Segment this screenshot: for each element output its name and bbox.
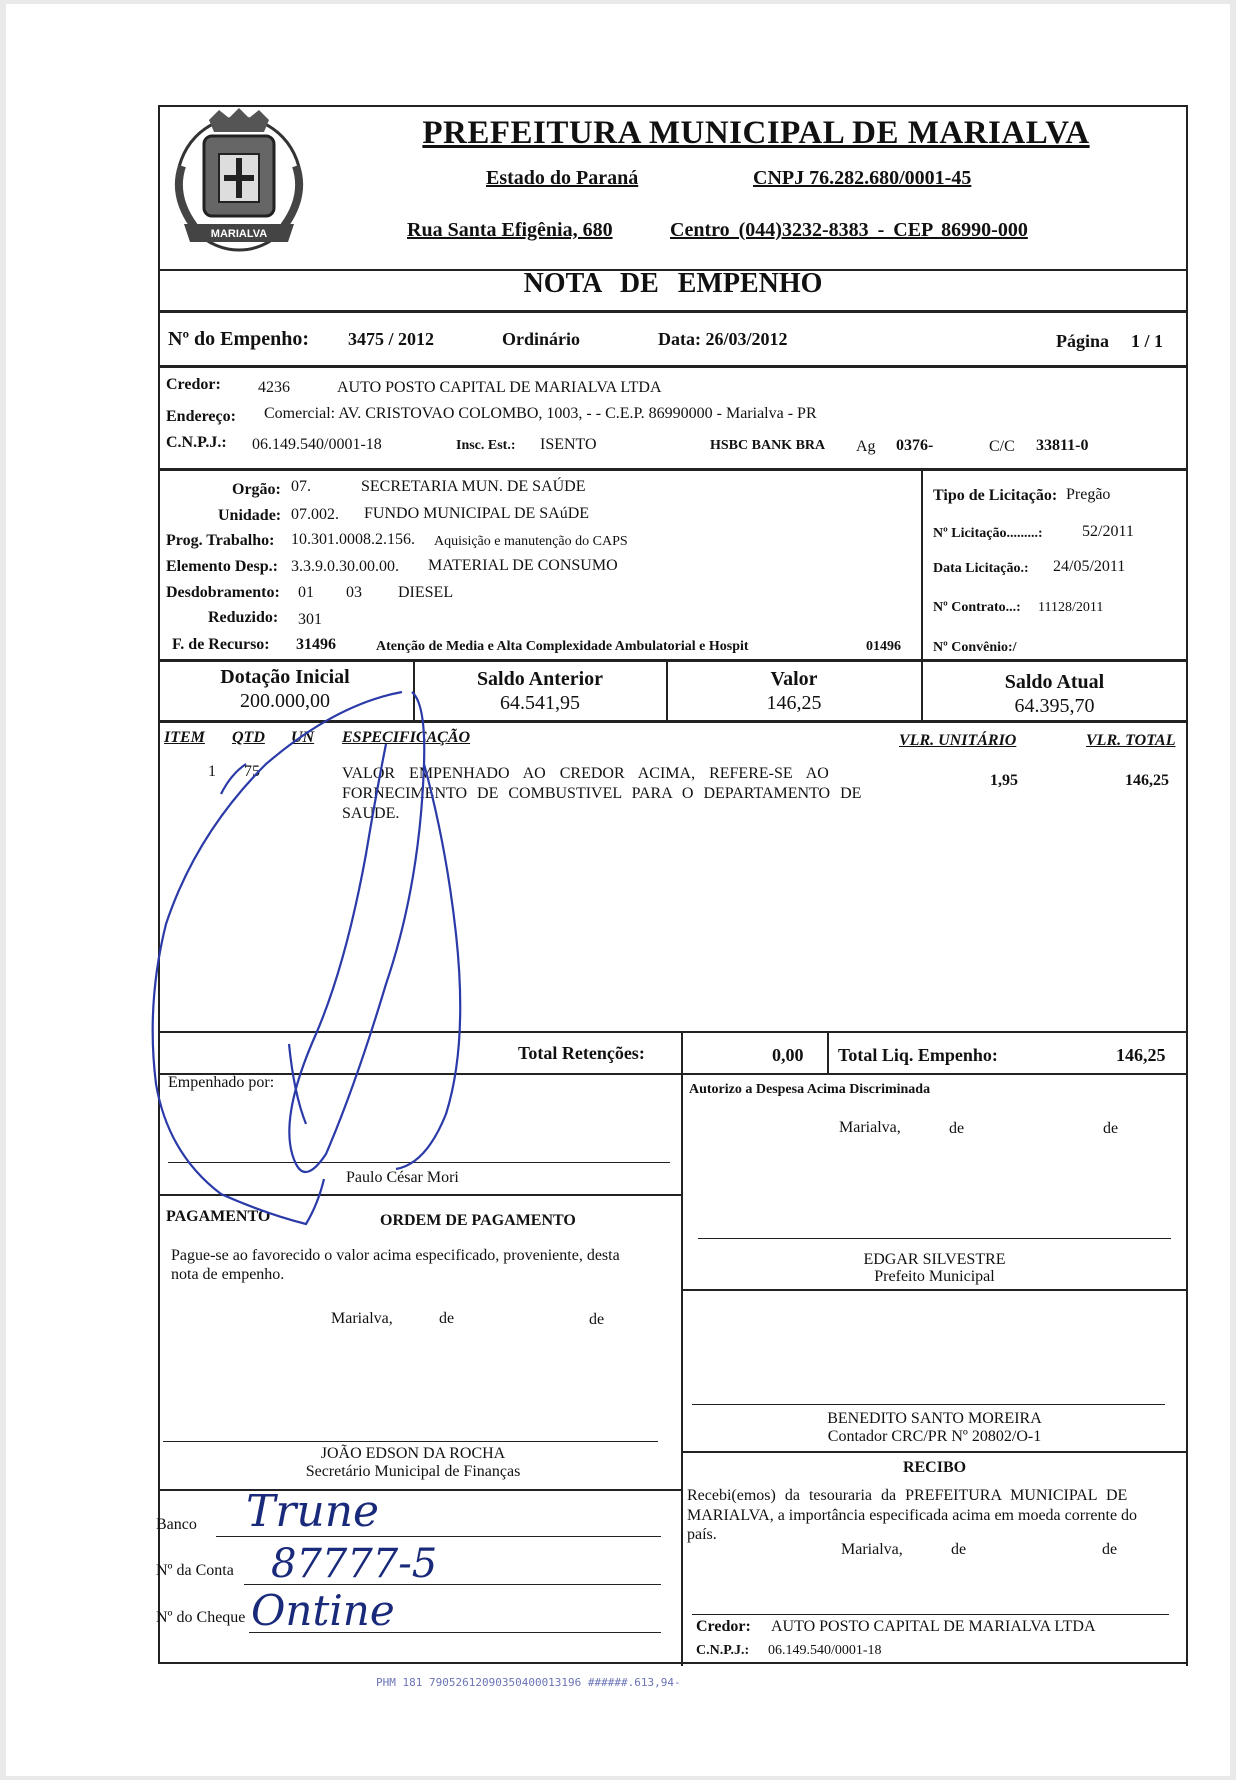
item-unit-value: 1,95 bbox=[990, 772, 1018, 789]
ink-signature bbox=[6, 4, 1230, 1776]
saldo-atual-value: 64.395,70 bbox=[1014, 695, 1095, 717]
dotacao-inicial-label: Dotação Inicial bbox=[220, 666, 350, 688]
prog-label: Prog. Trabalho: bbox=[166, 532, 275, 549]
page-number: 1 / 1 bbox=[1131, 331, 1164, 351]
ordem-pagamento-label: ORDEM DE PAGAMENTO bbox=[380, 1212, 576, 1229]
municipality-title: PREFEITURA MUNICIPAL DE MARIALVA bbox=[422, 115, 1090, 151]
reduzido-label: Reduzido: bbox=[208, 609, 279, 626]
saldo-anterior-label: Saldo Anterior bbox=[476, 668, 604, 690]
elemento-name: MATERIAL DE CONSUMO bbox=[428, 557, 618, 574]
conta-label: Nº da Conta bbox=[156, 1562, 234, 1579]
state-name: Estado do Paraná bbox=[486, 167, 639, 189]
banco-label: Banco bbox=[156, 1516, 197, 1533]
credor-code: 4236 bbox=[258, 379, 290, 396]
account-number: 33811-0 bbox=[1036, 437, 1089, 454]
cheque-label: Nº do Cheque bbox=[156, 1609, 246, 1626]
page-label: Página bbox=[1056, 331, 1110, 351]
contact-info: Centro (044)3232-8383 - CEP 86990-000 bbox=[670, 219, 1028, 241]
credor-name: AUTO POSTO CAPITAL DE MARIALVA LTDA bbox=[337, 379, 662, 396]
pagamento-local: Marialva, bbox=[331, 1310, 393, 1327]
liquido-label: Total Liq. Empenho: bbox=[838, 1045, 998, 1065]
recibo-de-2: de bbox=[1102, 1541, 1118, 1558]
elemento-code: 3.3.9.0.30.00.00. bbox=[291, 558, 399, 575]
prefeito-name: EDGAR SILVESTRE bbox=[863, 1251, 1006, 1268]
item-total-value: 146,25 bbox=[1125, 772, 1169, 789]
elemento-label: Elemento Desp.: bbox=[166, 558, 278, 575]
dotacao-inicial-value: 200.000,00 bbox=[240, 690, 330, 712]
licitacao-type: Pregão bbox=[1066, 486, 1111, 503]
saldo-atual-label: Saldo Atual bbox=[1004, 671, 1105, 693]
recibo-text-3: país. bbox=[687, 1526, 717, 1543]
orgao-code: 07. bbox=[291, 478, 311, 495]
conta-value: 87777-5 bbox=[271, 1541, 438, 1587]
cnpj-label: C.N.P.J.: bbox=[166, 434, 227, 451]
document-page bbox=[6, 4, 1230, 1776]
unidade-code: 07.002. bbox=[291, 506, 339, 523]
credor-label: Credor: bbox=[166, 376, 221, 393]
recibo-cnpj: 06.149.540/0001-18 bbox=[768, 1643, 882, 1658]
empenho-date: Data: 26/03/2012 bbox=[658, 329, 788, 349]
licitacao-type-label: Tipo de Licitação: bbox=[933, 487, 1058, 504]
unidade-label: Unidade: bbox=[218, 507, 282, 524]
saldo-anterior-value: 64.541,95 bbox=[500, 692, 580, 714]
contador-title: Contador CRC/PR Nº 20802/O-1 bbox=[827, 1428, 1042, 1445]
convenio-label: Nº Convênio:/ bbox=[933, 640, 1017, 655]
col-unit-value: VLR. UNITÁRIO bbox=[899, 732, 1017, 749]
licitacao-number-label: Nº Licitação.........: bbox=[933, 526, 1043, 541]
autorizo-de-2: de bbox=[1103, 1120, 1119, 1137]
insc-value: ISENTO bbox=[540, 436, 597, 453]
item-number: 1 bbox=[208, 763, 216, 780]
recurso-name: Atenção de Media e Alta Complexidade Ambulatorial e Hospit bbox=[376, 639, 749, 654]
col-item: ITEM bbox=[164, 729, 205, 746]
secretario-title: Secretário Municipal de Finanças bbox=[305, 1463, 521, 1480]
recibo-local: Marialva, bbox=[841, 1541, 903, 1558]
cheque-value: Ontine bbox=[251, 1586, 395, 1635]
pagamento-text-1: Pague-se ao favorecido o valor acima especificado, proveniente, desta bbox=[171, 1247, 620, 1264]
empenho-number: 3475 / 2012 bbox=[348, 329, 435, 349]
col-total-value: VLR. TOTAL bbox=[1086, 732, 1176, 749]
recibo-cnpj-label: C.N.P.J.: bbox=[696, 1643, 750, 1658]
empenho-type: Ordinário bbox=[502, 329, 581, 349]
recibo-text-2: MARIALVA, a importância especificada acima em moeda corrente do bbox=[687, 1507, 1138, 1524]
account-label: C/C bbox=[989, 438, 1015, 455]
desdobramento-label: Desdobramento: bbox=[166, 584, 280, 601]
street-address: Rua Santa Efigênia, 680 bbox=[407, 219, 613, 241]
secretario-name: JOÃO EDSON DA ROCHA bbox=[320, 1445, 506, 1462]
recurso-code: 31496 bbox=[296, 636, 336, 653]
empenho-label: Nº do Empenho: bbox=[168, 328, 310, 350]
col-qtd: QTD bbox=[232, 729, 265, 746]
bank-name: HSBC BANK BRA bbox=[710, 438, 826, 453]
autorizo-local: Marialva, bbox=[839, 1119, 901, 1136]
recurso-number: 01496 bbox=[866, 639, 901, 654]
licitacao-date: 24/05/2011 bbox=[1053, 558, 1126, 575]
recurso-label: F. de Recurso: bbox=[172, 636, 270, 653]
valor-label: Valor bbox=[770, 668, 818, 690]
reduzido-value: 301 bbox=[298, 611, 322, 628]
credor-cnpj: 06.149.540/0001-18 bbox=[252, 436, 382, 453]
item-desc-line1: VALOR EMPENHADO AO CREDOR ACIMA, REFERE-SE AO bbox=[342, 765, 829, 782]
liquido-value: 146,25 bbox=[1116, 1045, 1166, 1065]
pagamento-label: PAGAMENTO bbox=[166, 1208, 271, 1225]
desdobramento-code-2: 03 bbox=[346, 584, 362, 601]
autorizo-label: Autorizo a Despesa Acima Discriminada bbox=[689, 1082, 931, 1097]
agency-number: 0376- bbox=[896, 437, 934, 454]
retencoes-label: Total Retenções: bbox=[518, 1043, 645, 1063]
desdobramento-name: DIESEL bbox=[398, 584, 454, 601]
agency-label: Ag bbox=[856, 438, 876, 455]
prefeito-title: Prefeito Municipal bbox=[874, 1268, 995, 1285]
recibo-text-1: Recebi(emos) da tesouraria da PREFEITURA MUNICIPAL DE bbox=[687, 1487, 1128, 1504]
item-desc-line3: SAUDE. bbox=[342, 805, 400, 822]
valor-value: 146,25 bbox=[766, 692, 822, 714]
autorizo-de-1: de bbox=[949, 1120, 965, 1137]
contrato-number: 11128/2011 bbox=[1038, 600, 1104, 615]
pagamento-de-2: de bbox=[589, 1311, 605, 1328]
item-qty: 75 bbox=[244, 763, 260, 780]
unidade-name: FUNDO MUNICIPAL DE SAúDE bbox=[364, 505, 590, 522]
item-desc-line2: FORNECIMENTO DE COMBUSTIVEL PARA O DEPARTAMENTO DE bbox=[342, 785, 862, 802]
empenhado-name: Paulo César Mori bbox=[346, 1169, 459, 1186]
prog-name: Aquisição e manutenção do CAPS bbox=[434, 534, 628, 549]
svg-text:MARIALVA: MARIALVA bbox=[210, 228, 268, 240]
recibo-label: RECIBO bbox=[902, 1459, 967, 1476]
orgao-name: SECRETARIA MUN. DE SAÚDE bbox=[361, 478, 586, 495]
licitacao-date-label: Data Licitação.: bbox=[933, 561, 1029, 576]
address-label: Endereço: bbox=[166, 408, 236, 425]
contrato-label: Nº Contrato...: bbox=[933, 600, 1021, 615]
recibo-credor: AUTO POSTO CAPITAL DE MARIALVA LTDA bbox=[771, 1618, 1096, 1635]
licitacao-number: 52/2011 bbox=[1082, 523, 1134, 540]
pagamento-de-1: de bbox=[439, 1310, 455, 1327]
document-title: NOTA DE EMPENHO bbox=[523, 268, 823, 299]
recibo-credor-label: Credor: bbox=[696, 1618, 751, 1635]
orgao-label: Orgão: bbox=[232, 481, 281, 498]
col-especificacao: ESPECIFICAÇÃO bbox=[342, 729, 471, 746]
prog-code: 10.301.0008.2.156. bbox=[291, 531, 415, 548]
desdobramento-code-1: 01 bbox=[298, 584, 314, 601]
pagamento-text-2: nota de empenho. bbox=[171, 1266, 285, 1283]
banco-value: Trune bbox=[246, 1486, 380, 1537]
contador-name: BENEDITO SANTO MOREIRA bbox=[827, 1410, 1042, 1427]
cnpj-header: CNPJ 76.282.680/0001-45 bbox=[753, 167, 972, 189]
retencoes-value: 0,00 bbox=[772, 1045, 804, 1065]
credor-address: Comercial: AV. CRISTOVAO COLOMBO, 1003, - - C.E.P. 86990000 - Marialva - PR bbox=[264, 405, 817, 422]
empenhado-label: Empenhado por: bbox=[168, 1074, 275, 1091]
col-un: UN bbox=[291, 729, 315, 746]
recibo-de-1: de bbox=[951, 1541, 967, 1558]
insc-label: Insc. Est.: bbox=[456, 438, 516, 453]
footer-print-code: PHM 181 79052612090350400013196 ######.613,94- bbox=[376, 1676, 681, 1689]
